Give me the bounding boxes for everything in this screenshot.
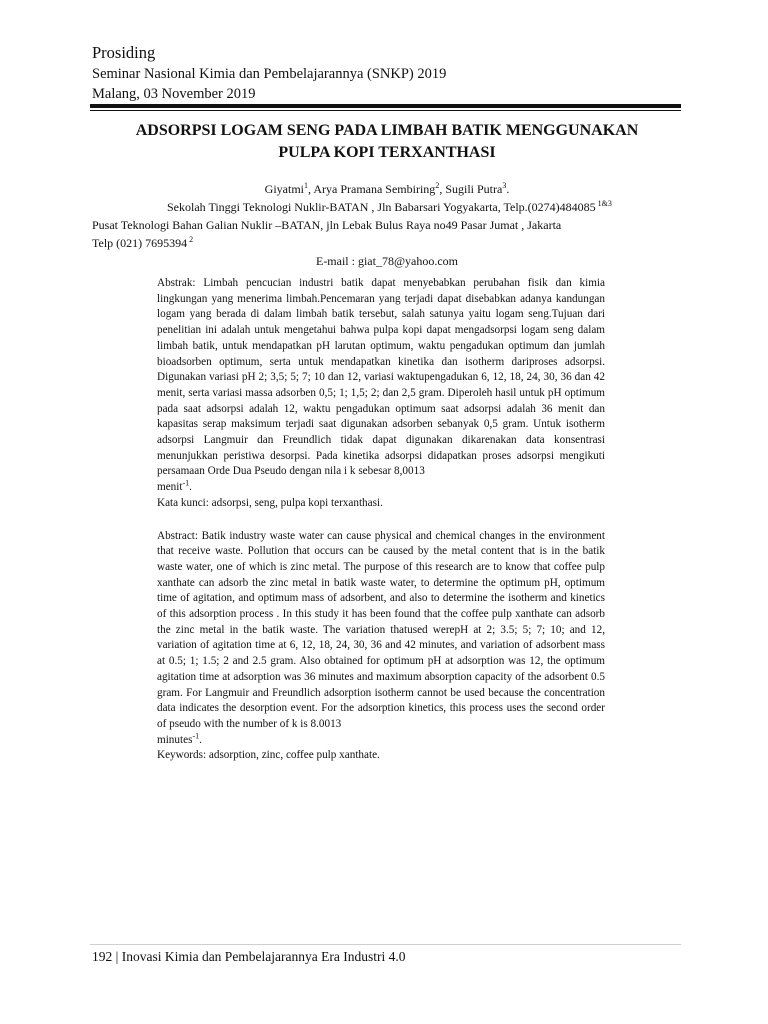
abstrak-body: Abstrak: Limbah pencucian industri batik dapat menyebabkan perubahan fisik dan kimia lingkungan yang menerima limbah.Pencemaran yang terjadi dapat disebabkan adanya kandungan logam yang berada di dalam limbah batik tersebut, salah satunya yaitu logam seng.Tujuan dari penelitian ini adalah untuk mengetahui bahwa pulpa kopi dapat mengadsorpsi logam seng dalam limbah batik, untuk mendapatkan pH larutan optimum, waktu pengadukan optimum dan jumlah bioadsorben optimum, serta untuk mendapatkan kinetika dan isotherm dariproses adsorpsi. Digunakan variasi pH 2; 3,5; 5; 7; 10 dan 12, variasi waktupengadukan 6, 12, 18, 24, 30, 36 dan 42 menit, serta variasi massa adsorben 0,5; 1; 1,5; 2; dan 2,5 gram. Diperoleh hasil untuk pH optimum pada saat adsorpsi adalah 12, waktu pengadukan optimum saat adsorpsi adalah 36 menit dan kapasitas serap maksimum terjadi saat digunakan adsorben sebanyak 0,5 gram. Untuk isotherm adsorpsi Langmuir dan Freundlich tidak dapat digunakan dikarenakan data konsentrasi menunjukkan peristiwa desorpsi. Pada kinetika adsorpsi didapatkan proses adsorpsi mengikuti persamaan Orde Dua Pseudo dengan nila i k sebesar 8,0013	[157, 277, 605, 478]
abstrak-keywords: Kata kunci: adsorpsi, seng, pulpa kopi terxanthasi.	[157, 496, 383, 509]
abstract-gap	[157, 512, 605, 529]
abstract-en-body: Abstract: Batik industry waste water can cause physical and chemical changes in the environment that receive waste. Pollution that occurs can be caused by the metal content that is in the batik waste water, one of which is zinc metal. The purpose of this research are to know that coffee pulp xanthate can adsorb the zinc metal in batik waste water, to determine the optimum pH, optimum time of agitation, and optimum mass of adsorbent, and also to determine the isotherm and kinetics of this adsorption process . In this study it has been found that the coffee pulp xanthate can adsorb the zinc metal in the batik waste. The variation thatused werepH at 2; 3.5; 5; 7; 10; and 12, variation of agitation time at 6, 12, 18, 24, 30, 36 and 42 minutes, and variation of adsorbent mass at 0.5; 1; 1.5; 2 and 2.5 gram. Also obtained for optimum pH at adsorption was 12, the optimum agitation time at adsorption was 36 minutes and maximum absorption capacity of the adsorbent 0.5 gram. For Langmuir and Freundlich adsorption isotherm cannot be used because the concentration data indicates the desorption event. For the adsorption kinetics, this process uses the second order of pseudo with the number of k is 8.0013	[157, 529, 605, 730]
affiliation-2-line-2: Telp (021) 7695394	[92, 236, 188, 250]
footer-rule	[90, 944, 681, 945]
header-rule-thin	[90, 110, 681, 111]
abstract-section	[157, 276, 605, 764]
abstrak-unit-end: .	[189, 481, 192, 494]
abstract-en-keywords: Keywords: adsorption, zinc, coffee pulp xanthate.	[157, 749, 380, 762]
title-line-2: PULPA KOPI TERXANTHASI	[278, 144, 496, 161]
header-rule-thick	[90, 104, 681, 108]
affiliation-1-text: Sekolah Tinggi Teknologi Nuklir-BATAN , Jln Babarsari Yogyakarta, Telp.(0274)484085	[167, 200, 596, 214]
author-3-end: .	[506, 182, 510, 196]
affiliation-1	[92, 198, 682, 216]
abstrak-unit-sup: -1	[182, 478, 190, 488]
author-names	[92, 180, 682, 198]
author-1-sup: 1	[304, 181, 308, 190]
author-block	[92, 180, 682, 270]
abstrak-unit-line	[157, 480, 605, 496]
author-2: , Arya Pramana Sembiring	[308, 182, 436, 196]
affiliation-2-cont	[92, 234, 682, 252]
seminar-name: Seminar Nasional Kimia dan Pembelajarannya (SNKP) 2019	[92, 66, 447, 82]
author-email: E-mail : giat_78@yahoo.com	[315, 254, 459, 268]
abstract-en-unit-line	[157, 730, 605, 749]
abstrak-unit: menit	[157, 481, 183, 494]
abstract-en-unit-sup: -1	[192, 730, 200, 740]
author-3-sup: 3	[502, 181, 507, 190]
author-2-sup: 2	[435, 181, 440, 190]
author-3: , Sugili Putra	[439, 182, 503, 196]
page-footer: 192 | Inovasi Kimia dan Pembelajarannya Era Industri 4.0	[92, 949, 406, 964]
affiliation-1-sup: 1&3	[595, 199, 612, 208]
title-line-1: ADSORPSI LOGAM SENG PADA LIMBAH BATIK MENGGUNAKAN	[135, 122, 639, 139]
affiliation-2-line-1: Pusat Teknologi Bahan Galian Nuklir –BATAN, jln Lebak Bulus Raya no49 Pasar Jumat , Jakarta	[92, 218, 562, 232]
abstract-en-unit: minutes	[157, 733, 193, 746]
author-1: Giyatmi	[264, 182, 304, 196]
affiliation-2-sup: 2	[187, 235, 194, 244]
abstract-en-unit-end: .	[199, 733, 202, 746]
running-header	[92, 42, 682, 104]
place-date: Malang, 03 November 2019	[92, 86, 256, 102]
paper-title	[92, 120, 682, 164]
affiliation-2	[92, 216, 682, 234]
proceedings-label: Prosiding	[92, 43, 156, 62]
